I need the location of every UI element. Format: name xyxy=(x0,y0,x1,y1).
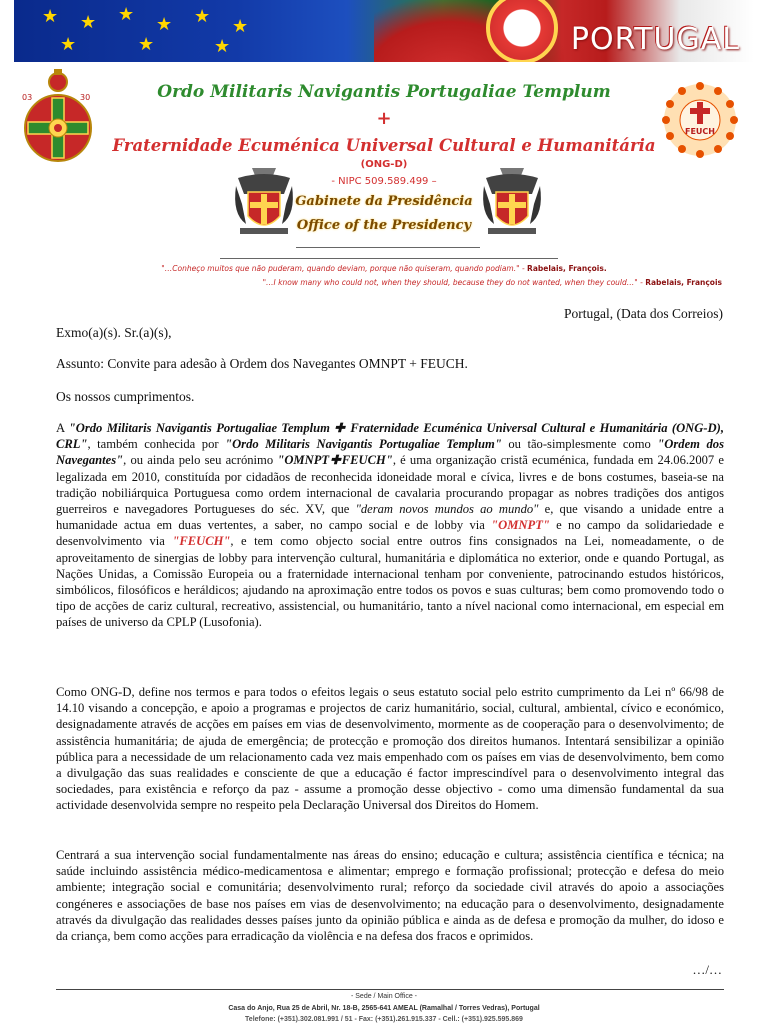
p1-text: e no campo da solidariedade e desenvolvimento via xyxy=(56,518,724,549)
paragraph-1 xyxy=(56,420,724,631)
emblem-right-number: 30 xyxy=(80,93,91,102)
p1-quote: "deram novos mundos ao mundo" xyxy=(355,502,539,517)
p1-text: , também conhecida por xyxy=(87,437,226,452)
footer-divider xyxy=(56,989,724,990)
p1-text: ou tão-simplesmente como xyxy=(501,437,658,452)
feuch-label: FEUCH xyxy=(685,127,715,136)
plus-separator: + xyxy=(376,108,392,129)
footer-phones: Telefone: (+351).302.081.991 / 51 - Fax: (+351).261.915.337 - Cell.: (+351).925.595.869 xyxy=(245,1016,523,1023)
p1-feuch: "FEUCH" xyxy=(172,534,231,549)
nipc-number: - NIPC 509.589.499 – xyxy=(331,176,437,187)
p1-full-name: "Ordo Militaris Navigantis Portugaliae Templum ✚ Fraternidade Ecuménica Universal Cultural e Humanitária (ONG-D), CRL" xyxy=(56,421,724,452)
p1-omnpt: "OMNPT" xyxy=(491,518,550,533)
quote-en-text: "…I know many who could not, when they should, because they do not wanted, when they could…" - xyxy=(262,278,643,287)
footer-office-label: - Sede / Main Office - xyxy=(350,993,417,1000)
eu-stars-decoration: ★ ★ ★ ★ ★ ★ ★ ★ ★ xyxy=(42,4,249,57)
quote-pt-author: Rabelais, François. xyxy=(527,264,607,273)
footer-address: Casa do Anjo, Rua 25 de Abril, Nr. 18-B, 2565-641 AMEAL (Ramalhal / Torres Vedras), Portugal xyxy=(228,1005,540,1012)
banner-title: PORTUGAL xyxy=(570,22,740,57)
p1-navegantes-name: "Ordem dos Navegantes" xyxy=(56,437,724,468)
p1-text: , é uma organização cristã ecuménica, fundada em 24.06.2007 e legalizada em 2010, constituída por cidadãos de reconhecida idoneidade moral e cívica, livres e de bons costumes, baseia-se na tradição nobiliárquica Portuguesa como ordem internacional de cavalaria procurando propagar as nobres tradições dos antigos guerreiros e navegadores Portugueses do séc. XV, que xyxy=(56,453,724,517)
divider xyxy=(220,258,558,259)
subject-line: Assunto: Convite para adesão à Ordem dos Navegantes OMNPT + FEUCH. xyxy=(56,356,468,371)
quote-en-author: Rabelais, François xyxy=(645,278,722,287)
office-label: Office of the Presidency xyxy=(296,218,472,233)
p1-text: , ou ainda pelo seu acrónimo xyxy=(123,453,278,468)
paragraph-2: Como ONG-D, define nos termos e para todos o efeitos legais o seus estatuto social pelo estrito cumprimento da Lei nº 66/98 de 14.10 visando a concepção, e apoio a programas e projectos de cariz humanitário, social, cultural, ambiental, cívico e económico, designadamente através de acções em países em vias de desenvolvimento, mormente as de cooperação para o desenvolvimento; de assistência humanitária; de ajuda de emergência; de protecção e promoção dos direitos humanos. Intentará sensibilizar a opinião pública para a necessidade de um relacionamento cada vez mais empenhado com os países em vias de desenvolvimento, bem como a divulgação das suas realidades e consciente de que a educação é factor imprescindível para o desenvolvimento integral das sociedades, para existência e reforço da paz - assume a promoção desse objectivo - como uma dimensão fundamental da sua actividade desenvolvida sempre no respeito pela Declaração Universal dos Direitos do Homem. xyxy=(56,685,724,813)
emblem-left-number: 03 xyxy=(22,93,33,102)
fraternity-title: Fraternidade Ecuménica Universal Cultural e Humanitária xyxy=(112,136,656,155)
salutation: Exmo(a)(s). Sr.(a)(s), xyxy=(56,325,172,340)
greeting: Os nossos cumprimentos. xyxy=(56,389,195,404)
armillary-sphere-icon xyxy=(486,0,558,62)
gabinete-label: Gabinete da Presidência xyxy=(295,194,473,209)
quote-portuguese xyxy=(0,264,768,273)
p1-text: e, que visando a unidade entre a humanidade actua em duas vertentes, a saber, no campo social e de lobby via xyxy=(56,502,724,533)
p1-short-name: "Ordo Militaris Navigantis Portugaliae Templum" xyxy=(225,437,502,452)
p1-text: A xyxy=(56,421,69,435)
continued-marker: …/… xyxy=(692,962,722,977)
ong-label: (ONG-D) xyxy=(360,159,408,170)
p1-text: , e tem como objecto social entre outros fins consignados na Lei, nomeadamente, o de aproveitamento de sinergias de lobby para intervenção cultural, humanitária e diplomática no exterior, onde e quando Portugal, as Nações Unidas, a Comissão Europeia ou a fraternidade internacional tenham por conveniente, patrocinando estudos históricos, simbólicos, filosóficos e heráldicos; ajudando na aproximação entre todos os povos e suas culturas; bem como promovendo todo o tipo de acções de cariz cultural, recreativo, assistencial, ou humanitário, tanto a nível nacional como internacional, em especial em países de universo da CPLP (Lusofonia). xyxy=(56,534,724,630)
divider xyxy=(296,247,480,248)
paragraph-3: Centrará a sua intervenção social fundamentalmente nas áreas do ensino; educação e cultura; assistência científica e técnica; na saúde incluindo assistência médico-medicamentosa e alimentar; emprego e formação profissional; protecção e defesa do meio ambiente; integração social e comunitária; desenvolvimento rural; reforço da sociedade civil através do apoio a associações congéneres e associações de base nos países em vias de desenvolvimento; na educação para o desenvolvimento, designadamente através da divulgação das realidades desses países junto da opinião pública e ainda as de defesa e promoção da mulher, do idoso e da criança, bem como acções para erradicação da violência e na defesa dos fracos e oprimidos. xyxy=(56,848,724,944)
header-banner xyxy=(14,0,754,62)
quote-english xyxy=(263,278,722,287)
organization-title: Ordo Militaris Navigantis Portugaliae Templum xyxy=(157,82,611,102)
quote-pt-text: "…Conheço muitos que não puderam, quando deviam, porque não quiseram, quando podiam." - xyxy=(161,264,525,273)
date-line: Portugal, (Data dos Correios) xyxy=(564,306,723,321)
p1-acronym: "OMNPT✚FEUCH" xyxy=(277,453,393,468)
